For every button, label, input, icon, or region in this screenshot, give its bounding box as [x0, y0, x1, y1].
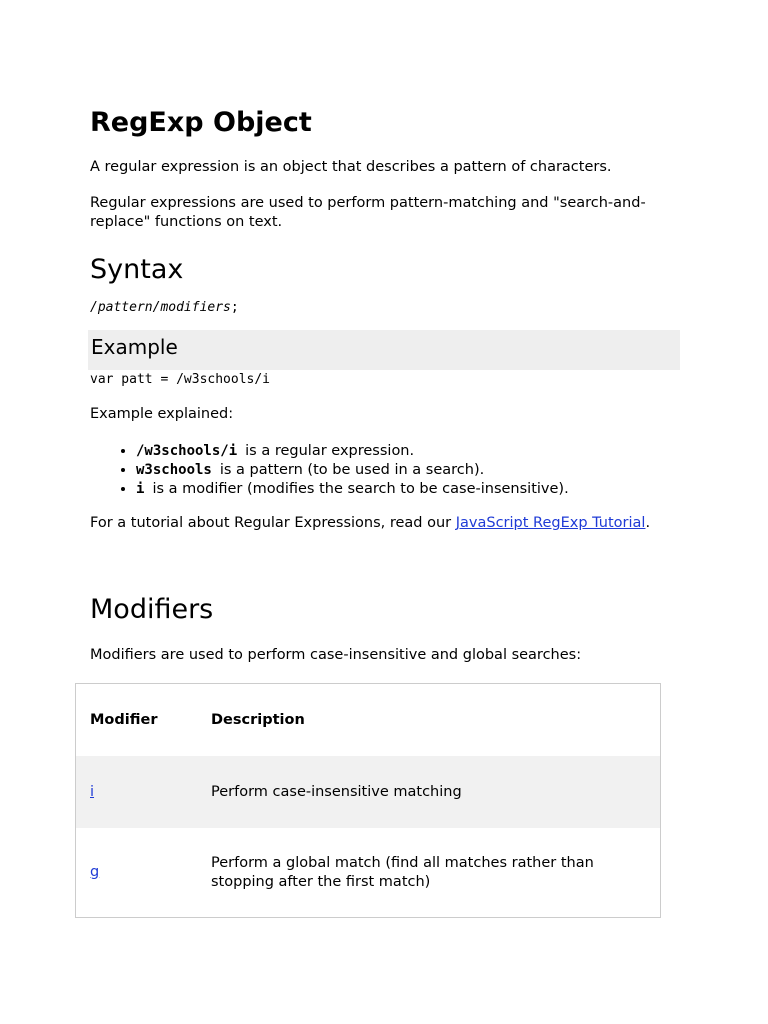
modifier-cell [76, 756, 197, 828]
modifiers-description: Modifiers are used to perform case-insensitive and global searches: [90, 647, 582, 663]
syntax-pattern: /pattern/modifiers [90, 300, 231, 315]
modifiers-table [76, 684, 660, 917]
tutorial-paragraph [90, 514, 670, 533]
modifiers-heading: Modifiers [90, 594, 214, 625]
list-item-code: i [136, 481, 145, 497]
list-item [136, 442, 696, 461]
list-item [136, 461, 696, 480]
description-cell: Perform a global match (find all matches rather than stopping after the first match) [211, 854, 594, 890]
syntax-semicolon: ; [230, 300, 239, 315]
table-row [76, 756, 660, 828]
tutorial-prefix: For a tutorial about Regular Expressions, read our [90, 515, 456, 531]
example-code-text: var patt = /w3schools/i [90, 372, 271, 387]
regexp-tutorial-link[interactable]: JavaScript RegExp Tutorial [455, 515, 646, 531]
syntax-code [90, 298, 239, 317]
example-code [90, 371, 270, 388]
column-header-description: Description [211, 711, 305, 728]
description-cell: Perform case-insensitive matching [197, 756, 660, 828]
modifier-i-link[interactable]: i [90, 783, 95, 800]
example-explained-label: Example explained: [90, 406, 234, 422]
list-item-code: /w3schools/i [136, 443, 238, 459]
modifiers-table-container [75, 683, 661, 918]
list-item-code: w3schools [136, 462, 212, 478]
example-box [88, 330, 680, 370]
modifier-cell [76, 828, 197, 917]
page-title: RegExp Object [90, 107, 312, 138]
syntax-heading: Syntax [90, 254, 184, 285]
table-row [76, 828, 660, 917]
list-item-text: is a regular expression. [245, 443, 415, 459]
example-explained-list [90, 442, 696, 499]
list-item-text: is a pattern (to be used in a search). [219, 462, 485, 478]
intro-paragraph-1: A regular expression is an object that describes a pattern of characters. [90, 159, 612, 175]
tutorial-suffix: . [645, 515, 651, 531]
list-item [136, 480, 696, 499]
table-header-row [76, 684, 660, 756]
column-header-modifier: Modifier [90, 711, 158, 728]
intro-paragraph-2: Regular expressions are used to perform pattern-matching and "search-and-replace" functions on text. [90, 195, 646, 230]
list-item-text: is a modifier (modifies the search to be case-insensitive). [152, 481, 569, 497]
example-heading: Example [91, 335, 178, 359]
modifier-g-link[interactable]: g [90, 864, 100, 880]
